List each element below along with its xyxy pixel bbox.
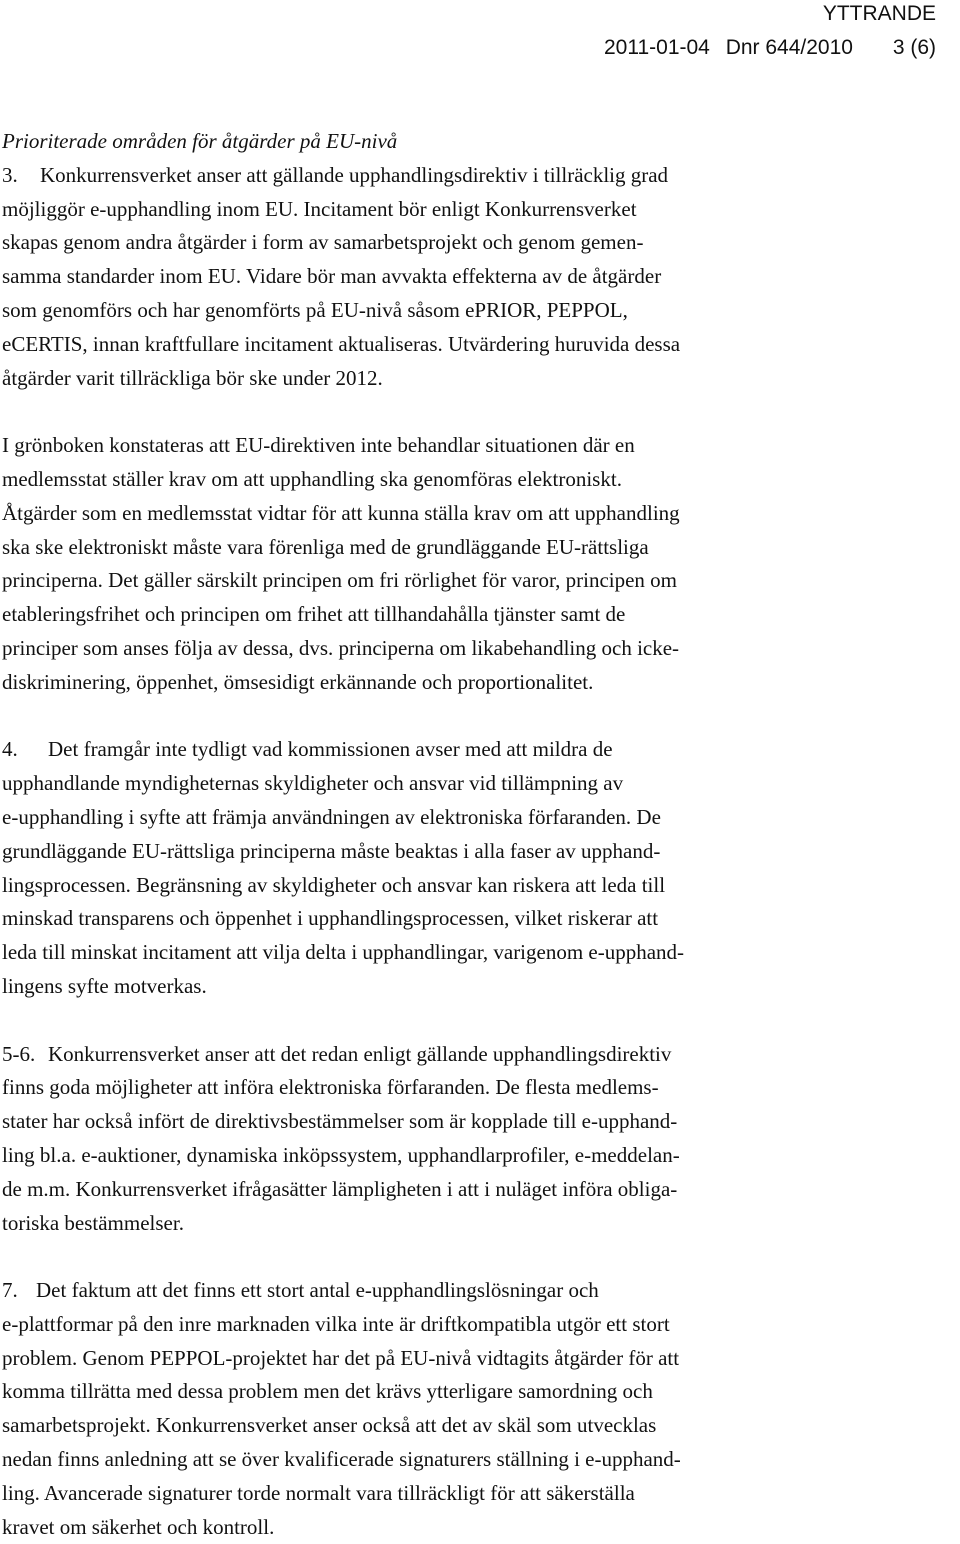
section-number: 3. bbox=[2, 162, 18, 187]
page-number: 3 (6) bbox=[892, 36, 936, 59]
text-line: upphandlande myndigheternas skyldigheter och ansvar vid tillämpning av bbox=[2, 771, 624, 796]
text-span: Konkurrensverket anser att det redan enligt gällande upphandlingsdirektiv bbox=[48, 1041, 672, 1066]
text-line: I grönboken konstateras att EU-direktiven inte behandlar situationen där en bbox=[2, 433, 635, 458]
text-line: skapas genom andra åtgärder i form av samarbetsprojekt och genom gemen- bbox=[2, 230, 644, 255]
section-7 bbox=[2, 1274, 942, 1544]
text-line: de m.m. Konkurrensverket ifrågasätter lämpligheten i att i nuläget införa obliga- bbox=[2, 1176, 678, 1201]
text-line: principer som anses följa av dessa, dvs. principerna om likabehandling och icke- bbox=[2, 635, 680, 660]
text-line: möjliggör e-upphandling inom EU. Incitament bör enligt Konkurrensverket bbox=[2, 196, 637, 221]
header-meta bbox=[604, 31, 936, 65]
section-4 bbox=[2, 733, 942, 1003]
text-line: diskriminering, öppenhet, ömsesidigt erkännande och proportionalitet. bbox=[2, 669, 594, 694]
text-line bbox=[2, 733, 942, 767]
text-span: Konkurrensverket anser att gällande upphandlingsdirektiv i tillräcklig grad bbox=[40, 162, 669, 187]
text-line: som genomförs och har genomförts på EU-nivå såsom ePRIOR, PEPPOL, bbox=[2, 297, 628, 322]
text-line: toriska bestämmelser. bbox=[2, 1210, 184, 1235]
document-date: 2011-01-04 bbox=[603, 36, 710, 59]
text-line: samma standarder inom EU. Vidare bör man avvakta effekterna av de åtgärder bbox=[2, 264, 662, 289]
text-line: grundläggande EU-rättsliga principerna måste beaktas i alla faser av upphand- bbox=[2, 838, 661, 863]
text-line: stater har också infört de direktivsbestämmelser som är kopplade till e-upphand- bbox=[2, 1109, 678, 1134]
document-body bbox=[2, 125, 942, 1544]
text-line: principerna. Det gäller särskilt principen om fri rörlighet för varor, principen om bbox=[2, 568, 678, 593]
text-line: lingens syfte motverkas. bbox=[2, 973, 207, 998]
text-line bbox=[2, 1274, 942, 1308]
text-line: lingsprocessen. Begränsning av skyldigheter och ansvar kan riskera att leda till bbox=[2, 872, 666, 897]
text-line: komma tillrätta med dessa problem men det krävs ytterligare samordning och bbox=[2, 1379, 653, 1404]
text-line: ling bl.a. e-auktioner, dynamiska inköpssystem, upphandlarprofiler, e-meddelan- bbox=[2, 1142, 680, 1167]
section-number: 4. bbox=[2, 737, 18, 762]
text-line: minskad transparens och öppenhet i upphandlingsprocessen, vilket riskerar att bbox=[2, 906, 659, 931]
text-line: eCERTIS, innan kraftfullare incitament aktualiseras. Utvärdering huruvida dessa bbox=[2, 331, 681, 356]
text-line bbox=[2, 1038, 942, 1072]
text-line: e-plattformar på den inre marknaden vilka inte är driftkompatibla utgör ett stort bbox=[2, 1311, 670, 1336]
text-line: ling. Avancerade signaturer torde normalt vara tillräckligt för att säkerställa bbox=[2, 1480, 635, 1505]
section-3 bbox=[2, 125, 942, 395]
section-number: 7. bbox=[2, 1278, 18, 1303]
text-line: finns goda möjligheter att införa elektroniska förfaranden. De flesta medlems- bbox=[2, 1075, 659, 1100]
text-line: åtgärder varit tillräckliga bör ske under 2012. bbox=[2, 365, 383, 390]
text-line: ska ske elektroniskt måste vara förenliga med de grundläggande EU-rättsliga bbox=[2, 534, 649, 559]
section-number: 5-6. bbox=[2, 1041, 36, 1066]
text-line: e-upphandling i syfte att främja användningen av elektroniska förfaranden. De bbox=[2, 804, 661, 829]
text-line: kravet om säkerhet och kontroll. bbox=[2, 1514, 275, 1539]
text-line: leda till minskat incitament att vilja delta i upphandlingar, varigenom e-upphand- bbox=[2, 940, 685, 965]
text-span: Det faktum att det finns ett stort antal e-upphandlingslösningar och bbox=[36, 1278, 599, 1303]
section-5-6 bbox=[2, 1038, 942, 1241]
text-line: Åtgärder som en medlemsstat vidtar för att kunna ställa krav om att upphandling bbox=[2, 500, 680, 525]
text-line bbox=[2, 159, 942, 193]
text-line: problem. Genom PEPPOL-projektet har det på EU-nivå vidtagits åtgärder för att bbox=[2, 1345, 680, 1370]
text-line: medlemsstat ställer krav om att upphandling ska genomföras elektroniskt. bbox=[2, 466, 622, 491]
text-line: samarbetsprojekt. Konkurrensverket anser också att det av skäl som utvecklas bbox=[2, 1413, 657, 1438]
text-span: Det framgår inte tydligt vad kommissionen avser med att mildra de bbox=[48, 737, 613, 762]
document-header bbox=[604, 0, 936, 65]
section-heading: Prioriterade områden för åtgärder på EU-nivå bbox=[2, 129, 398, 153]
text-line: nedan finns anledning att se över kvalificerade signaturers ställning i e-upphand- bbox=[2, 1447, 681, 1472]
text-line: etableringsfrihet och principen om frihet att tillhandahålla tjänster samt de bbox=[2, 602, 626, 627]
document-type: YTTRANDE bbox=[822, 2, 936, 25]
paragraph-greenbook bbox=[2, 429, 942, 699]
document-dnr: Dnr 644/2010 bbox=[725, 36, 853, 59]
